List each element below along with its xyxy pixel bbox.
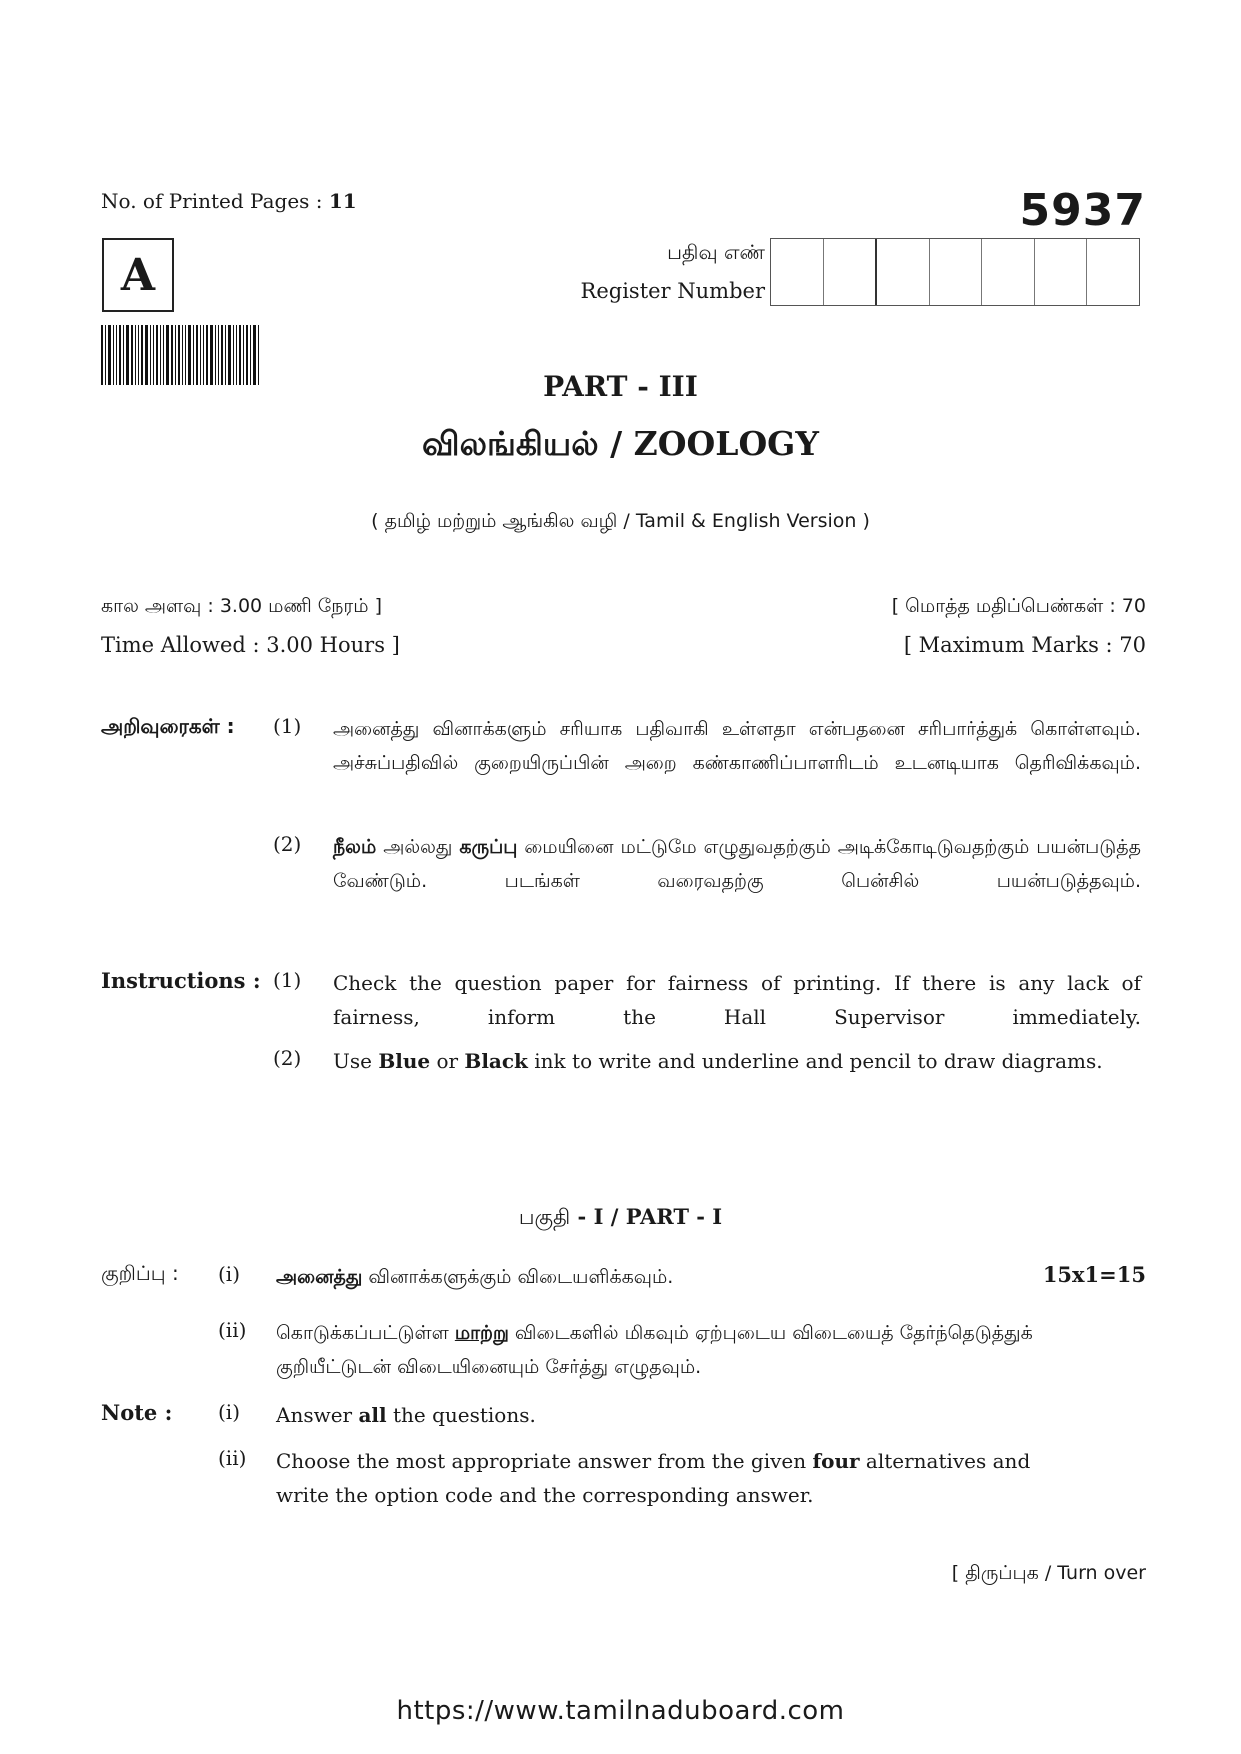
- register-digit-cell[interactable]: [982, 239, 1035, 305]
- register-digit-cell[interactable]: [1087, 239, 1139, 305]
- note-number: (ii): [218, 1446, 247, 1470]
- instructions-tamil-label: அறிவுரைகள் :: [101, 714, 235, 738]
- register-label-english: Register Number: [580, 279, 765, 303]
- instruction-tamil-2: நீலம் அல்லது கருப்பு மையினை மட்டுமே எழுதுவதற்கும் அடிக்கோடிடுவதற்கும் பயன்படுத்த வேண்டும். படங்கள் வரைவதற்கு பென்சில் பயன்படுத்தவும்.: [333, 836, 1141, 892]
- instruction-number: (2): [273, 1046, 302, 1070]
- version-letter-box: A: [102, 238, 174, 312]
- register-number-grid[interactable]: [770, 238, 1140, 306]
- note-number: (ii): [218, 1318, 247, 1342]
- turn-over-note: [ திருப்புக / Turn over: [951, 1562, 1146, 1584]
- max-marks-tamil: [ மொத்த மதிப்பெண்கள் : 70: [891, 595, 1146, 617]
- time-allowed-english: Time Allowed : 3.00 Hours ]: [101, 633, 400, 657]
- register-digit-cell[interactable]: [1035, 239, 1088, 305]
- part-one-title: பகுதி - I / PART - I: [518, 1204, 723, 1229]
- section-marks: 15x1=15: [1042, 1262, 1146, 1287]
- time-allowed-tamil: கால அளவு : 3.00 மணி நேரம் ]: [101, 595, 382, 617]
- register-digit-cell[interactable]: [930, 239, 983, 305]
- instructions-english-label: Instructions :: [101, 968, 261, 993]
- max-marks-english: [ Maximum Marks : 70: [903, 633, 1146, 657]
- note-tamil-label: குறிப்பு :: [101, 1261, 179, 1285]
- medium-version-line: ( தமிழ் மற்றும் ஆங்கில வழி / Tamil & English Version ): [371, 510, 870, 532]
- note-number: (i): [218, 1262, 241, 1286]
- instruction-number: (2): [273, 832, 302, 856]
- subject-tamil: விலங்கியல்: [422, 424, 599, 463]
- instruction-number: (1): [273, 714, 302, 738]
- note-tamil-2: கொடுக்கப்பட்டுள்ள மாற்று விடைகளில் மிகவும் ஏற்புடைய விடையைத் தேர்ந்தெடுத்துக் குறியீட்டுடன் விடையினையும் சேர்த்து எழுதவும்.: [276, 1322, 1033, 1378]
- instruction-english-2: Use Blue or Black ink to write and underline and pencil to draw diagrams.: [333, 1049, 1103, 1073]
- note-english-label: Note :: [101, 1400, 173, 1425]
- paper-code: 5937: [1019, 185, 1146, 236]
- part-title: PART - III: [543, 370, 698, 403]
- instruction-tamil-1: அனைத்து வினாக்களும் சரியாக பதிவாகி உள்ளதா என்பதனை சரிபார்த்துக் கொள்ளவும். அச்சுப்பதிவில் குறையிருப்பின் அறை கண்காணிப்பாளரிடம் உடனடியாக தெரிவிக்கவும்.: [333, 718, 1141, 774]
- note-tamil-1: அனைத்து வினாக்களுக்கும் விடையளிக்கவும்.: [276, 1266, 674, 1288]
- subject-english: ZOOLOGY: [633, 424, 819, 463]
- printed-pages-count: 11: [328, 189, 357, 213]
- note-english-2: Choose the most appropriate answer from the given four alternatives and write the option code and the corresponding answer.: [276, 1449, 1031, 1507]
- subject-title: விலங்கியல் / ZOOLOGY: [422, 424, 819, 463]
- register-digit-cell[interactable]: [771, 239, 824, 305]
- register-digit-cell[interactable]: [824, 239, 878, 305]
- instruction-number: (1): [273, 968, 302, 992]
- note-english-1: Answer all the questions.: [276, 1403, 536, 1427]
- register-digit-cell[interactable]: [877, 239, 930, 305]
- footer-url[interactable]: https://www.tamilnaduboard.com: [396, 1696, 845, 1726]
- instruction-english-1: Check the question paper for fairness of printing. If there is any lack of fairness, inform the Hall Supervisor immediately.: [333, 971, 1141, 1029]
- note-number: (i): [218, 1400, 241, 1424]
- printed-pages: No. of Printed Pages : 11: [101, 189, 357, 213]
- register-label-tamil: பதிவு எண்: [667, 240, 765, 264]
